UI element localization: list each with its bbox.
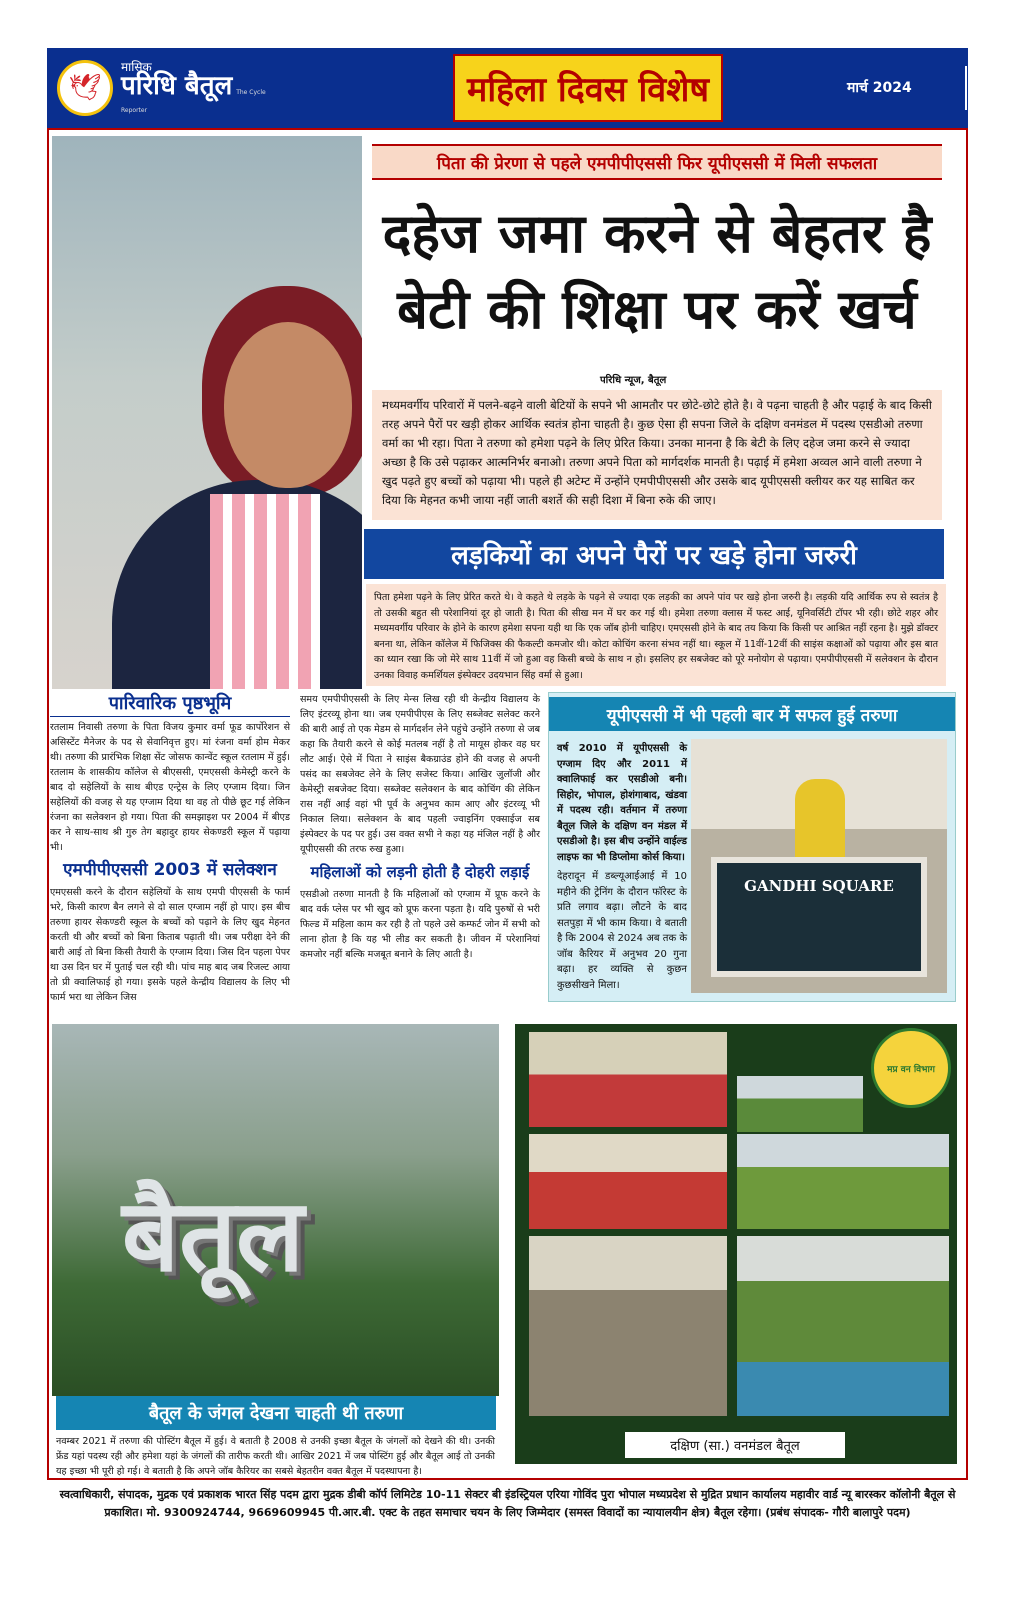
section-title: महिला दिवस विशेष (453, 54, 723, 122)
story-headline: दहेज जमा करने से बेहतर है बेटी की शिक्षा पर करें खर्च (382, 202, 932, 341)
collage-photo (529, 1032, 727, 1127)
column-text: रतलाम निवासी तरुणा के पिता विजय कुमार वर्मा फूड कार्पोरेशन से असिस्टेंट मैनेजर के पद से सेवानिवृत्त हुए। मां रंजना वर्मा होम मेकर थी। तरुणा की प्रारंभिक शिक्षा सेंट जोसफ कान्वेंट स्कूल रतलाम में हुई। रतलाम के शासकीय कॉलेज से बीएससी, एमएससी केमेस्ट्री करने के बाद दो सहेलियों के साथ बीएड एन्ट्रेस के लिए एग्जाम दिया। जिन सहेलियों की वजह से यह एग्जाम दिया था वह तो पीछे छूट गई लेकिन रंजना का सलेक्शन हो गया। पिता की समझाइश पर 2004 में बीएड कर ने साथ-साथ श्री गुरु तेग बहादुर हायर सेकण्डरी स्कूल में पढ़ाया भी। (50, 722, 290, 853)
collage-photo (737, 1134, 949, 1229)
frequency-label: मासिक (121, 60, 152, 74)
betul-forest-image (52, 1024, 499, 1396)
masthead (47, 48, 1005, 128)
column-text: समय एमपीपीएससी के लिए मेन्स लिख रही थी केन्द्रीय विद्यालय के लिए इंटरव्यू होना था। जब एमपीपीएस के लिए सब्जेक्ट सलेक्ट करने की बारी आई तो एक मेडम से मार्गदर्शन लेने पहुंचे उन्होंने तरुणा से जब कहा कि तैयारी करने से कोई मतलब नहीं है तो मायूस होकर वह घर लौट आई। ऐसे में पिता ने साइंस बैकग्राउंड होने की वजह से अपनी पसंद का सबजेक्ट लेने के लिए सजेस्ट किया। आखिर जुलॉजी और केमेस्ट्री सबजेक्ट दिया। सब्जेक्ट सलेक्शन के बाद कोचिंग की लेकिन रास नहीं आई वहां भी पूर्व के अनुभव काम आए और इंटरव्यू भी निकाल लिया। सलेक्शन के बाद पहली ज्वाइनिंग एक्साईज सब इंस्पेक्टर के पद पर हुई। उस वक्त सभी ने कहा यह मंजिल नहीं है और यूपीएससी की तरफ रुख हुआ। (300, 694, 540, 855)
collage-caption: दक्षिण (सा.) वनमंडल बैतूल (625, 1432, 845, 1458)
portrait-photo (52, 136, 362, 689)
column-text: एसडीओ तरुणा मानती है कि महिलाओं को एग्जाम में प्रूफ करने के बाद वर्क प्लेस पर भी खुद को प्रूफ करना पड़ता है। यदि पुरुषों से भरी फिल्ड में महिला काम कर रही है तो पहले उसे कम्फर्ट जोन में सभी को लाना होता है कि यह भी लीड कर सकती है। जीवन में परेशानियां कमजोर नहीं बल्कि मजबूत बनाने के लिए आती है। (300, 889, 540, 960)
upsc-text (557, 741, 687, 993)
column-heading: पारिवारिक पृष्ठभूमि (50, 692, 290, 717)
upsc-bold-text: वर्ष 2010 में यूपीएससी के एग्जाम दिए और 2011 में क्वालिफाई कर एसडीओ बनी। सिहोर, भोपाल, होशंगाबाद, खंडवा में पदस्थ रही। वर्तमान में तरुणा बैतूल जिले के दक्षिण वन मंडल में एसडीओ है। इस बीच उन्होंने वाईल्ड लाइफ का भी डिप्लोमा कोर्स किया। (557, 743, 687, 863)
betul-title-art: बैतूल (122, 1176, 304, 1294)
portrait-shirt (210, 494, 320, 689)
dove-logo-icon: 🕊 (57, 60, 113, 116)
collage-photo (737, 1076, 863, 1132)
gandhi-square-photo (691, 739, 947, 993)
column-continued (300, 692, 540, 962)
publication-tagline: The Cycle Reporter (121, 89, 266, 114)
page-number: 16 (965, 66, 1015, 110)
gandhi-square-plaque: GANDHI SQUARE (711, 857, 927, 977)
collage-photo (529, 1134, 727, 1229)
story-paragraph: पिता हमेशा पढ़ने के लिए प्रेरित करते थे। वे कहते थे लड़के के पढ़ने से ज्यादा एक लड़की का अपने पांव पर खड़े होना जरुरी है। लड़की यदि आर्थिक रुप से स्वतंत्र है तो उसकी बहुत सी परेशानियां दूर हो जाती है। पिता की सीख मन में घर कर गई थी। हमेशा तरुणा क्लास में फस्ट आई, यूनिवर्सिटी टॉपर भी रही। छोटे शहर और मध्यमवर्गीय परिवार के होने के कारण हमेशा सपना यही था कि एक जॉब होनी चाहिए। एमएससी होने के बाद तय किया कि किसी पर आश्रित नहीं रहना है। मुझे डॉक्टर बनना था, लेकिन कॉलेज में फिजिक्स की फैकल्टी कमजोर थी। कोटा कोचिंग करना संभव नहीं था। स्कूल में 11वीं-12वीं की साइंस कक्षाओं को पढ़ाया और इस बात का ध्यान रखा कि जो मेरे साथ 11वीं में जो हुआ वह किसी बच्चे के साथ न हो। इसलिए हर सबजेक्ट को पूरे मनोयोग से पढ़ाया। एमपीपीएससी में सलेक्शन के दौरान उनका विवाह कमर्शियल इंस्पेक्टर उदयभान सिंह वर्मा से हुआ। (366, 584, 946, 686)
collage-photo (529, 1236, 727, 1416)
portrait-face (224, 322, 352, 488)
issue-date: मार्च 2024 (847, 80, 912, 96)
story-byline: परिधि न्यूज, बैतूल (600, 375, 667, 386)
subheading-banner: लड़कियों का अपने पैरों पर खड़े होना जरुरी (364, 529, 944, 579)
story-kicker: पिता की प्रेरणा से पहले एमपीपीएससी फिर यूपीएससी में मिली सफलता (372, 144, 942, 180)
upsc-body-text: देहरादून में डब्ल्यूआईआई में 10 महीने की ट्रेनिंग के दौरान फॉरेस्ट के प्रति लगाव बढ़ा। लौटने के बाद सतपुड़ा में भी काम किया। वे बताती है कि 2004 से 2024 अब तक के जॉब कैरियर में अनुभव 20 गुना बढ़ा। हर व्यक्ति से कुछन कुछसीखने मिला। (557, 871, 687, 991)
publication-name: परिधि बैतूल (121, 71, 233, 101)
imprint-footer: स्वत्वाधिकारी, संपादक, मुद्रक एवं प्रकाशक भारत सिंह पदम द्वारा मुद्रक डीबी कॉर्प लिमिटेड 10-11 सेक्टर बी इंडस्ट्रियल एरिया गोविंद पुरा भोपाल मध्यप्रदेश से मुद्रित प्रधान कार्यालय महावीर वार्ड न्यू बारस्कर कॉलोनी बैतूल से प्रकाशित। मो. 9300924744, 9669609945 पी.आर.बी. एक्ट के तहत समाचार चयन के लिए जिम्मेदार (समस्त विवादों का न्यायालयीन क्षेत्र) बैतूल रहेगा। (प्रबंध संपादक- गौरी बालापुरे पदम) (59, 1488, 956, 1519)
upsc-banner: यूपीएससी में भी पहली बार में सफल हुई तरुणा (549, 697, 955, 731)
column-heading: महिलाओं को लड़नी होती है दोहरी लड़ाई (310, 863, 530, 881)
column-family-background (50, 692, 290, 1005)
column-heading: एमपीपीएससी 2003 में सलेक्शन (63, 860, 277, 880)
column-text: एमएससी करने के दौरान सहेलियों के साथ एमपी पीएससी के फार्म भरे, किसी कारण बैन लगने से दो साल एग्जाम नहीं हो पाए। इस बीच तरुणा हायर सेकण्डरी स्कूल के बच्चों को पढ़ाने के लिए खुद मेहनत करती थी और बच्चों को बिना किताब पढ़ाती थी। जब परीक्षा देने की बारी आई तो बिना किसी तैयारी के एग्जाम दिया। जिस दिन पहला पेपर था उस दिन घर में पुताई चल रही थी। पांच माह बाद जब रिजल्ट आया तो प्री क्वालिफाई हो गया। इसके पहले केन्द्रीय विद्यालय के लिए भी फार्म भरा था लेकिन जिस (50, 887, 290, 1003)
story-intro: मध्यमवर्गीय परिवारों में पलने-बढ़ने वाली बेटियों के सपने भी आमतौर पर छोटे-छोटे होते है। वे पढ़ना चाहती है और पढ़ाई के बाद किसी तरह अपने पैरों पर खड़ी होकर आर्थिक स्वतंत्र होना चाहती है। कुछ ऐसा ही सपना जिले के दक्षिण वनमंडल में पदस्थ एसडीओ तरुणा वर्मा का भी रहा। पिता ने तरुणा को हमेशा पढ़ने के लिए प्रेरित किया। उनका मानना है कि बेटी के लिए दहेज जमा करने से ज्यादा अच्छा है कि उसे पढ़ाकर आत्मनिर्भर बनाओ। तरुणा अपने पिता को मार्गदर्शक मानती है। पढ़ाई में हमेशा अव्वल आने वाली तरुणा ने खुद पढ़ते हुए बच्चों को पढ़ाया भी। पहले ही अटेम्ट में उन्होंने एमपीपीएससी और उसके बाद यूपीएससी क्लीयर कर यह साबित कर दिया कि मेहनत कभी जाया नहीं जाती बशर्ते की सही दिशा में बिना रुके की जाए। (372, 390, 942, 520)
forest-department-logo-icon: मप्र वन विभाग (871, 1028, 951, 1108)
masthead-logo (47, 48, 267, 128)
photo-collage (515, 1024, 957, 1464)
collage-photo (737, 1236, 949, 1416)
upsc-box (548, 692, 956, 1002)
story-paragraph: नवम्बर 2021 में तरुणा की पोस्टिंग बैतूल में हुई। वे बताती है 2008 से उनकी इच्छा बैतूल के जंगलों को देखने की थी। उनकी फ्रेंड यहां पदस्थ रही और हमेशा यहां के जंगलों की तारीफ करती थी। आखिर 2021 में जब पोस्टिंग हुई और बैतूल आई तो उनकी यह इच्छा भी पूरी हो गई। वे बताती है कि अपने जॉब कैरियर का सबसे बेहतरीन वक्त बैतूल में पदस्थापना है। (56, 1436, 495, 1477)
subheading-banner: बैतूल के जंगल देखना चाहती थी तरुणा (56, 1396, 496, 1430)
